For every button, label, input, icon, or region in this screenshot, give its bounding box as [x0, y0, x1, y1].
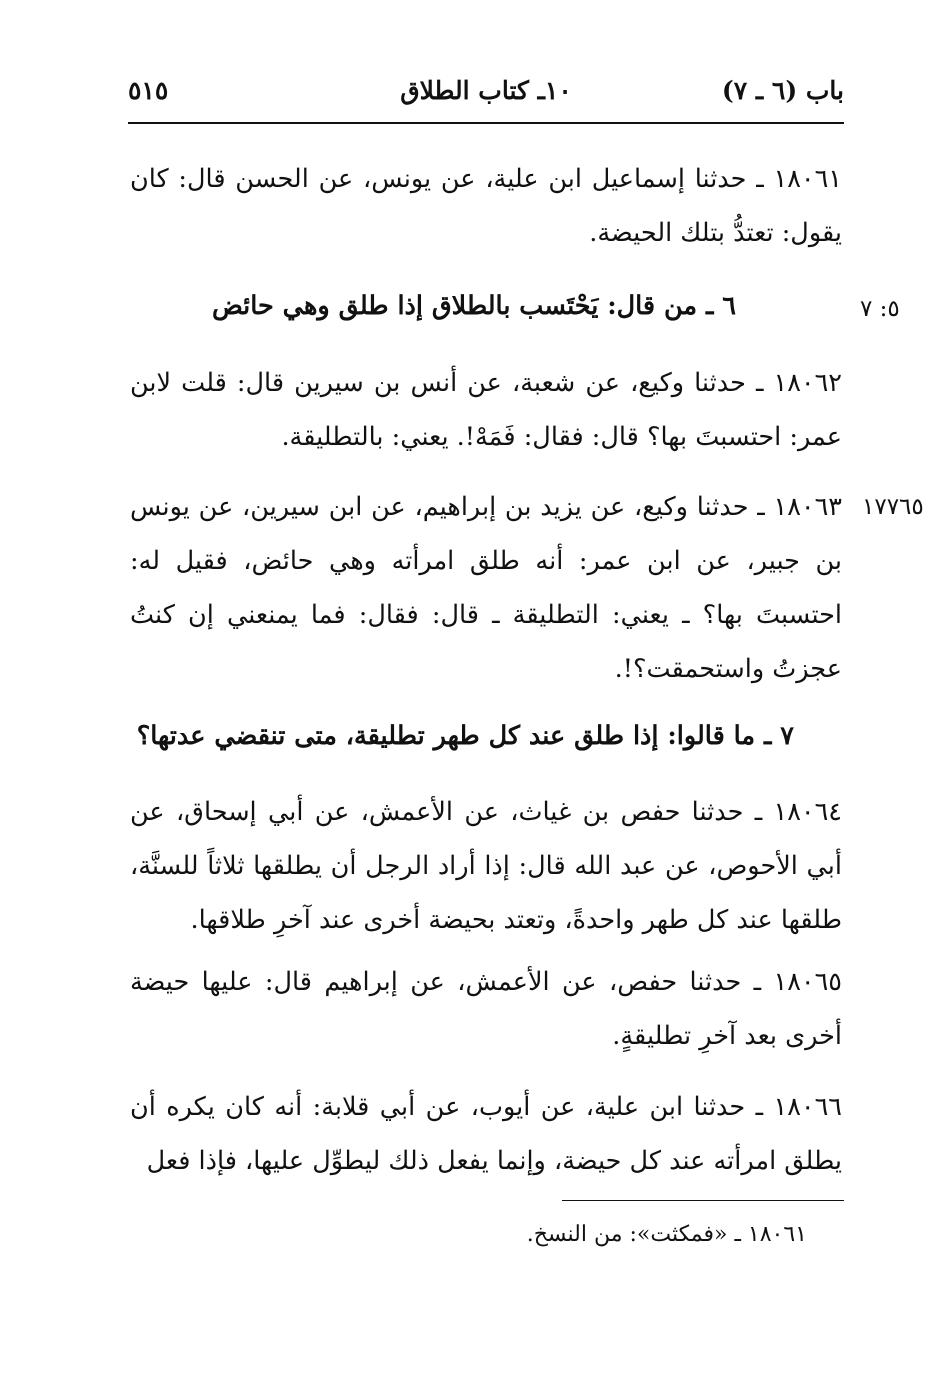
hadith-18066: ١٨٠٦٦ ـ حدثنا ابن علية، عن أيوب، عن أبي قلابة: أنه كان يكره أن يطلق امرأته عند كل حيضة، وإنما يفعل ذلك ليطوِّل عليها، فإذا فعل	[130, 1092, 842, 1176]
hadith-18065: ١٨٠٦٥ ـ حدثنا حفص، عن الأعمش، عن إبراهيم قال: عليها حيضة أخرى بعد آخرِ تطليقةٍ.	[130, 967, 842, 1051]
hadith-18064: ١٨٠٦٤ ـ حدثنا حفص بن غياث، عن الأعمش، عن أبي إسحاق، عن أبي الأحوص، عن عبد الله قال: إذا أراد الرجل أن يطلقها ثلاثاً للسنَّة، طلقها عند كل طهر واحدةً، وتعتد بحيضة أخرى عند آخرِ طلاقها.	[130, 797, 842, 935]
page-header	[128, 76, 844, 116]
footnote: ١٨٠٦١ ـ «فمكثت»: من النسخ.	[526, 1222, 807, 1247]
header-rule	[128, 122, 844, 124]
page-number: ٥١٥	[128, 76, 169, 105]
margin-note-reference: ٥: ٧	[860, 296, 900, 322]
chapter-heading-6: ٦ ـ من قال: يَحْتَسب بالطلاق إذا طلق وهي حائض	[211, 291, 736, 321]
chapter-heading-7: ٧ ـ ما قالوا: إذا طلق عند كل طهر تطليقة، متى تنقضي عدتها؟	[136, 721, 794, 751]
hadith-18063: ١٨٠٦٣ ـ حدثنا وكيع، عن يزيد بن إبراهيم، عن ابن سيرين، عن يونس بن جبير، عن ابن عمر: أنه طلق امرأته وهي حائض، فقيل له: احتسبتَ بها؟ ـ يعني: التطليقة ـ قال: فقال: فما يمنعني إن كنتُ عجزتُ واستحمقت؟!.	[130, 492, 842, 684]
hadith-18062: ١٨٠٦٢ ـ حدثنا وكيع، عن شعبة، عن أنس بن سيرين قال: قلت لابن عمر: احتسبتَ بها؟ قال: فقال: فَمَهْ!. يعني: بالتطليقة.	[130, 368, 842, 452]
book-title: ١٠ـ كتاب الطلاق	[400, 76, 572, 105]
footnote-rule	[562, 1200, 844, 1201]
margin-note-number: ١٧٧٦٥	[862, 494, 924, 520]
section-title: باب (٦ ـ ٧)	[721, 76, 844, 105]
hadith-18061: ١٨٠٦١ ـ حدثنا إسماعيل ابن علية، عن يونس، عن الحسن قال: كان يقول: تعتدُّ بتلك الحيضة.	[130, 164, 842, 248]
